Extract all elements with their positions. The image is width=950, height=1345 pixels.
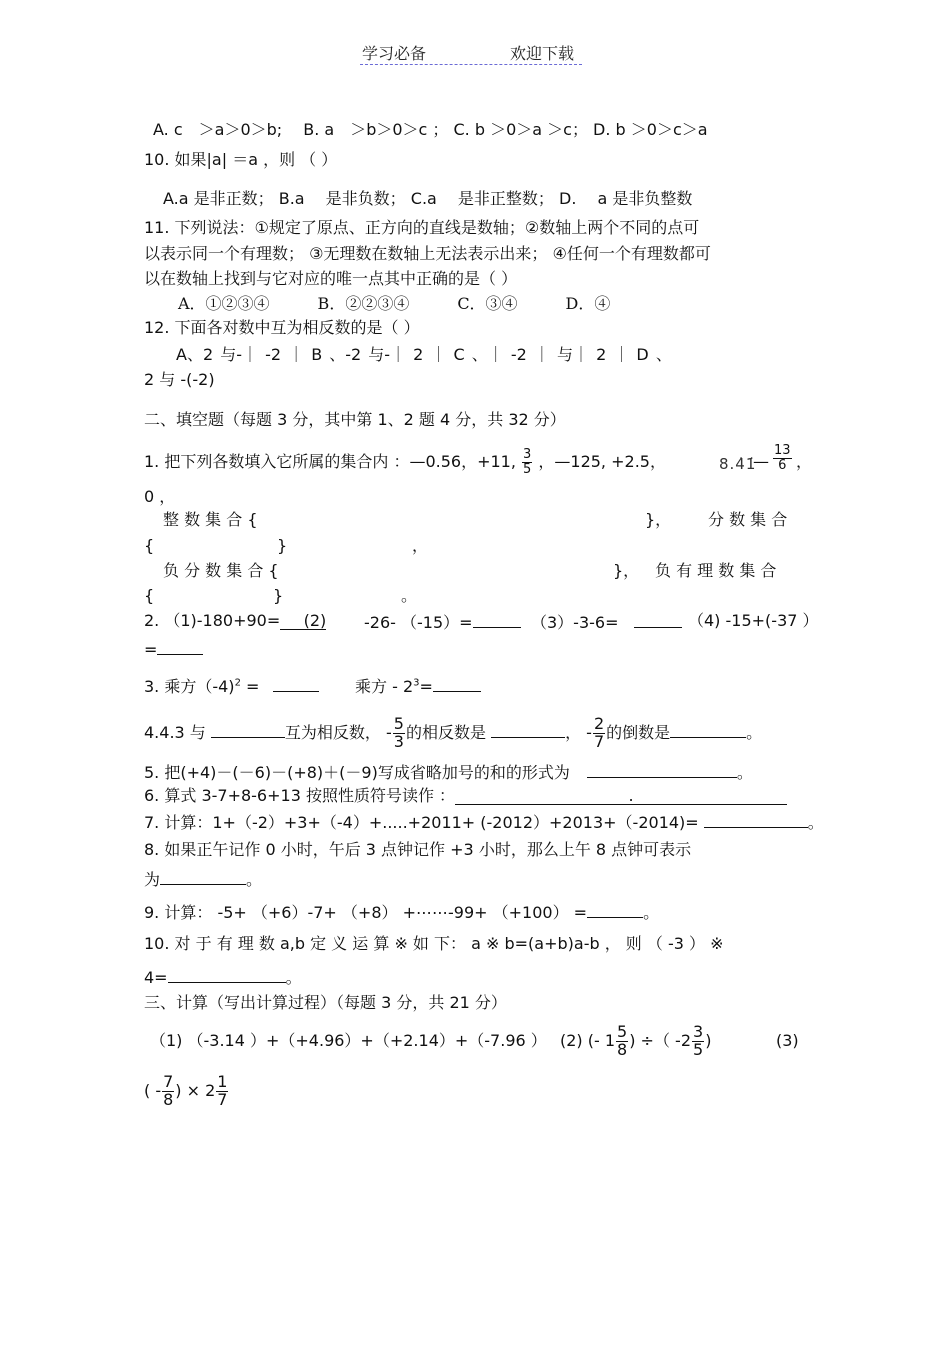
f9-text: 9. 计算： -5+ （+6）-7+ （+8） +⋯⋯-99+ （+100） = (144, 903, 588, 922)
f3-blank-a (273, 677, 319, 692)
frac-denominator: 5 (523, 462, 532, 477)
f7-end: 。 (807, 813, 824, 832)
f2-blank1: (2) (280, 613, 326, 630)
f1-line2: 0 ， (144, 487, 176, 506)
c2-a: (2) (- 1 (560, 1031, 616, 1050)
f3-part-b (355, 677, 481, 695)
q10-options: A.a 是非正数； B.a 是非负数； C.a 是非正整数； D. a 是非负整数 (163, 189, 693, 208)
frac-numerator: 7 (163, 1072, 174, 1092)
f8-line2 (144, 870, 262, 888)
f6-text: 6. 算式 3-7+8-6+13 按照性质符号读作 ： (144, 786, 456, 805)
f1-neg-rat-set: 负 有 理 数 集 合 (655, 561, 777, 580)
frac-denominator: 8 (617, 1040, 628, 1059)
f5-text: 5. 把(+4)－(－6)－(+8)＋(－9)写成省略加号的和的形式为 (144, 763, 570, 782)
frac-numerator: 3 (693, 1022, 704, 1042)
f8-line2-text: 为 (144, 870, 161, 889)
frac-numerator: 3 (523, 447, 532, 463)
c3-label: (3) (776, 1031, 799, 1050)
f2-part3 (531, 613, 682, 631)
q12-options: A、2 与-｜ -2 ｜ B 、-2 与-｜ 2 ｜ C 、｜ -2 ｜ 与｜ 2 ｜ D 、 (176, 345, 672, 364)
f9-end: 。 (643, 903, 660, 922)
f1-neg-rat-open: { (144, 586, 155, 605)
f4-frac-5-3 (393, 716, 405, 751)
f2-p2: -26- （-15）= (364, 613, 473, 632)
c3-frac-1-7 (216, 1074, 228, 1109)
f4-b: 互为相反数， - (284, 723, 392, 742)
f2-blank3 (634, 613, 682, 628)
f1-handwritten-number: 8.4̇1̇ (719, 455, 757, 473)
header-underline (360, 64, 582, 65)
f4-e: 的倒数是 (606, 723, 671, 742)
f4-d: ， - (565, 723, 592, 742)
f8-line1: 8. 如果正午记作 0 小时，午后 3 点钟记作 +3 小时，那么上午 8 点钟可表示 (144, 840, 692, 859)
c3-b: ) × 2 (175, 1081, 216, 1100)
f6-line (144, 788, 787, 805)
frac-denominator: 7 (217, 1090, 228, 1109)
q11-line2: 以表示同一个有理数； ③无理数在数轴上无法表示出来； ④任何一个有理数都可 (144, 244, 711, 263)
f1-frac-3-5 (522, 448, 532, 476)
c1-text: （1) （-3.14 ）+（+4.96）+（+2.14）+（-7.96 ） (150, 1031, 547, 1050)
q11-line3: 以在数轴上找到与它对应的唯一点其中正确的是（ ） (144, 269, 518, 288)
f4-blank3 (670, 723, 746, 738)
header-left: 学习必备 (362, 44, 427, 63)
f9-blank (587, 903, 643, 918)
c2-b: ) ÷（ -2 (629, 1031, 691, 1050)
f4-a: 4.4.3 与 (144, 723, 206, 742)
frac-denominator: 6 (778, 457, 787, 473)
f5-line (144, 763, 753, 781)
f3-b-eq: = (419, 677, 433, 696)
section3-title: 三、计算（写出计算过程）（每题 3 分，共 21 分） (144, 993, 507, 1012)
f8-end: 。 (246, 870, 263, 889)
q12-line2: 2 与 -(-2) (144, 370, 215, 389)
f2-p4: （4) -15+(-37 ） (688, 611, 819, 630)
frac-numerator: 1 (217, 1072, 228, 1092)
f1-frac-open: { (144, 536, 155, 555)
q9-options: A. c ＞a＞0＞b; B. a ＞b＞0＞c ； C. b ＞0＞a ＞c； D. b ＞0＞c＞a (153, 120, 708, 139)
frac-numerator: 5 (617, 1022, 628, 1042)
f10-blank (168, 968, 286, 983)
f7-line (144, 813, 824, 831)
f1-frac-close: } (277, 536, 288, 555)
f1-suffix: ， (796, 452, 813, 471)
f1-int-set: 整 数 集 合 { (163, 510, 258, 529)
frac-denominator: 8 (163, 1090, 174, 1109)
f1-neg-frac-set: 负 分 数 集 合 { (163, 561, 279, 580)
f1-dash: — (753, 452, 769, 471)
f4-end: 。 (746, 723, 763, 742)
c3-a: ( - (144, 1081, 162, 1100)
f10-line2 (144, 968, 302, 986)
f3-b-exp: 3 (413, 677, 420, 689)
header-right: 欢迎下载 (510, 44, 575, 63)
f3-blank-b (433, 677, 481, 692)
f6-blank: . (455, 788, 787, 805)
f1-end-mark: 。 (401, 586, 418, 605)
f2-part2 (364, 613, 521, 631)
f4-blank2 (491, 723, 565, 738)
f4-frac-2-7 (593, 716, 605, 751)
f4-blank1 (211, 723, 285, 738)
f1-frac-13-6 (772, 444, 793, 472)
f10-line2-text: 4= (144, 968, 168, 987)
f3-a-exp: 2 (234, 677, 241, 689)
c3-expression (144, 1068, 229, 1114)
f2-p1: 2. （1)-180+90= (144, 611, 281, 630)
f2-p3: （3）-3-6= (531, 613, 619, 632)
f1-int-close: }， (645, 510, 672, 529)
f8-blank (160, 870, 246, 885)
f3-a-eq: = (246, 677, 260, 696)
frac-denominator: 3 (393, 732, 404, 751)
c2-frac-5-8 (616, 1024, 628, 1059)
f2-blank4 (157, 640, 203, 655)
f1-line1 (144, 444, 666, 480)
q10-stem: 10. 如果|a| ＝a ，则 （ ） (144, 150, 338, 169)
f9-line (144, 903, 659, 921)
q11-line1: 11. 下列说法：①规定了原点、正方向的直线是数轴；②数轴上两个不同的点可 (144, 218, 700, 237)
frac-denominator: 5 (693, 1040, 704, 1059)
c2-frac-3-5 (692, 1024, 704, 1059)
f1-frac-13-6-inner (773, 444, 792, 472)
f7-text: 7. 计算：1+（-2）+3+（-4）+.....+2011+ (-2012）+2013+（-2014)= (144, 813, 699, 832)
f5-end: 。 (736, 763, 753, 782)
frac-numerator: 2 (593, 714, 605, 734)
section2-title: 二、填空题（每题 3 分，其中第 1、2 题 4 分，共 32 分） (144, 410, 566, 429)
f3-a: 3. 乘方（-4) (144, 677, 235, 696)
c2-expression (560, 1018, 711, 1064)
q11-options: A．①②③④ B．②②③④ C．③④ D．④ (178, 294, 611, 313)
frac-numerator: 5 (393, 714, 404, 734)
c3-frac-7-8 (162, 1074, 174, 1109)
f4-line (144, 710, 762, 756)
f3-b: 乘方 - 2 (355, 677, 414, 696)
f2-line2 (144, 640, 203, 658)
frac-numerator: 13 (774, 443, 791, 458)
f1-comma: ， (412, 536, 429, 555)
f2-line1 (144, 613, 326, 630)
f2-blank2 (473, 613, 521, 628)
f1-prefix: 1. 把下列各数填入它所属的集合内 ：—0.56，+11, (144, 452, 516, 471)
f1-frac-set: 分 数 集 合 (708, 510, 788, 529)
f4-c: 的相反数是 (405, 723, 486, 742)
f2-line2-eq: = (144, 640, 158, 659)
frac-denominator: 7 (593, 732, 605, 751)
f10-line1: 10. 对 于 有 理 数 a,b 定 义 运 算 ※ 如 下： a ※ b=(a+b)a-b ， 则 （ -3 ） ※ (144, 934, 724, 953)
f10-end: 。 (285, 968, 302, 987)
f7-blank (704, 813, 808, 828)
f1-mid: ，—125, +2.5， (538, 452, 666, 471)
f5-blank (587, 763, 737, 778)
q12-stem: 12. 下面各对数中互为相反数的是（ ） (144, 318, 420, 337)
f1-neg-rat-close: } (273, 586, 284, 605)
f3-part-a (144, 677, 319, 695)
f1-neg-frac-close: }， (613, 561, 640, 580)
c2-c: ) (705, 1031, 712, 1050)
